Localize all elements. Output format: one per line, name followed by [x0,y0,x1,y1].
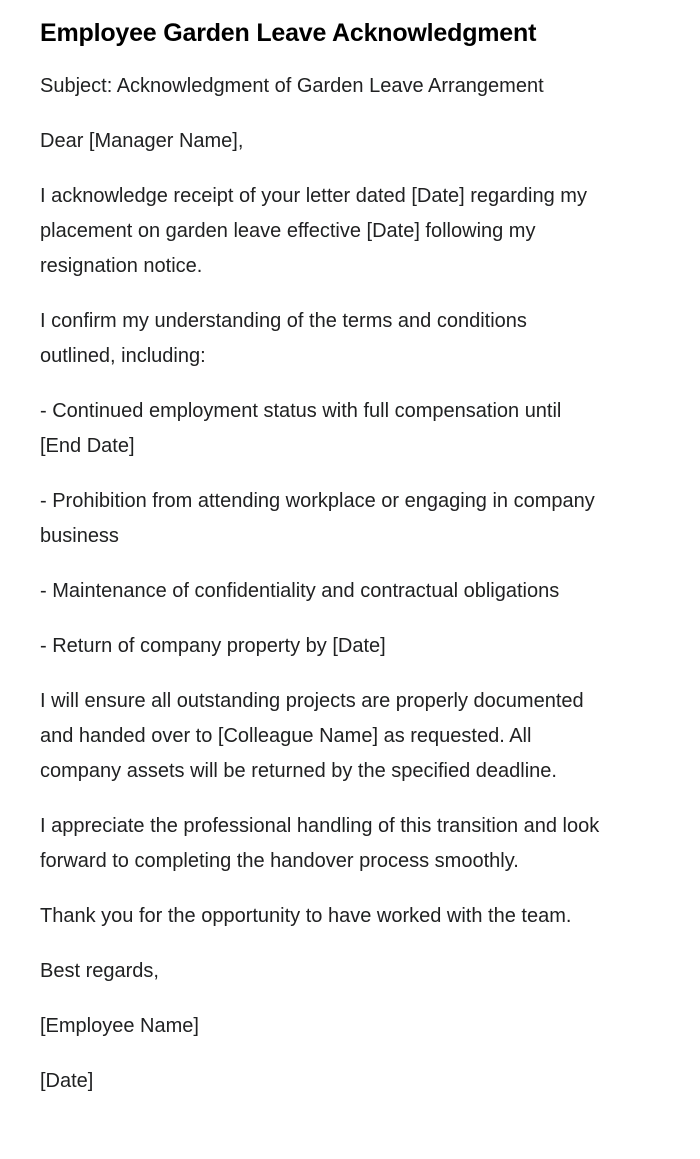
term-item-confidentiality: - Maintenance of confidentiality and contractual obligations [40,580,560,602]
term-item-property-return: - Return of company property by [Date] [40,635,386,657]
date-placeholder: [Date] [40,1070,94,1092]
page-title: Employee Garden Leave Acknowledgment [40,19,537,47]
letter-body [40,69,600,1099]
employee-name-placeholder: [Employee Name] [40,1015,199,1037]
appreciation-paragraph: I appreciate the professional handling of this transition and look forward to completing the handover process smoothly. [40,815,600,872]
term-item-prohibition: - Prohibition from attending workplace or engaging in company business [40,490,595,547]
signoff: Best regards, [40,960,159,982]
subject-line: Subject: Acknowledgment of Garden Leave Arrangement [40,75,544,97]
term-item-compensation: - Continued employment status with full compensation until [End Date] [40,400,562,457]
thanks-paragraph: Thank you for the opportunity to have worked with the team. [40,905,572,927]
handover-paragraph: I will ensure all outstanding projects are properly documented and handed over to [Colleague Name] as requested. All company assets will be returned by the specified deadline. [40,690,584,782]
terms-intro-paragraph: I confirm my understanding of the terms and conditions outlined, including: [40,310,527,367]
acknowledgment-paragraph: I acknowledge receipt of your letter dated [Date] regarding my placement on garden leave effective [Date] following my resignation notice. [40,185,587,277]
salutation: Dear [Manager Name], [40,130,244,152]
